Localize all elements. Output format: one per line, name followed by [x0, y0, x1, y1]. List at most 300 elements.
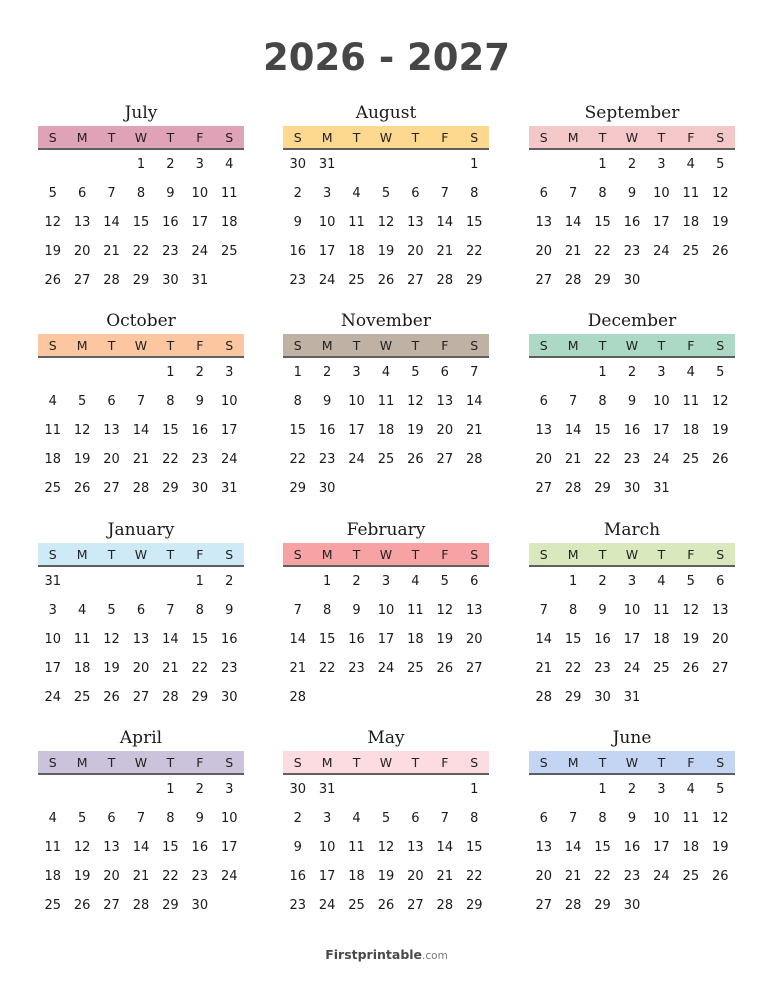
- day-cell: 27: [407, 898, 424, 913]
- weekday-label: S: [716, 338, 725, 353]
- day-cell: 17: [220, 840, 238, 855]
- day-cell: [126, 781, 155, 810]
- day-cell: 16: [623, 423, 641, 438]
- weekday-label: W: [379, 338, 393, 353]
- day-cell: [126, 573, 155, 602]
- day-cell: 27: [535, 898, 552, 913]
- day-cell: 16: [623, 215, 641, 230]
- weekday-header: [283, 543, 489, 567]
- day-cell: 9: [293, 840, 302, 855]
- day-cell: 27: [465, 661, 483, 676]
- day-cell: 7: [568, 186, 578, 201]
- day-cell: [558, 781, 587, 810]
- month-november: [283, 308, 489, 508]
- weekday-label: T: [107, 338, 116, 353]
- weekday-label: S: [716, 755, 725, 770]
- weekday-label: S: [716, 130, 725, 145]
- month-june: [529, 725, 735, 925]
- day-grid: [38, 781, 244, 926]
- day-cell: 26: [711, 244, 729, 259]
- day-cell: 16: [220, 632, 238, 647]
- day-cell: 20: [436, 423, 454, 438]
- day-cell: 2: [322, 365, 332, 380]
- day-cell: 20: [535, 244, 552, 259]
- day-cell: 3: [322, 186, 332, 201]
- weekday-label: S: [48, 130, 57, 145]
- day-cell: 4: [381, 365, 391, 380]
- day-cell: 5: [411, 365, 420, 380]
- day-cell: [430, 156, 459, 185]
- day-cell: 11: [407, 603, 424, 618]
- day-cell: 22: [465, 244, 483, 259]
- day-cell: 4: [352, 186, 361, 201]
- day-cell: 26: [73, 898, 91, 913]
- day-cell: 22: [594, 452, 611, 467]
- day-cell: 23: [623, 244, 641, 259]
- day-cell: [215, 897, 244, 926]
- day-cell: 5: [716, 157, 725, 172]
- day-cell: [342, 480, 371, 509]
- day-cell: 6: [470, 574, 479, 589]
- day-cell: 23: [623, 452, 641, 467]
- month-april: [38, 725, 244, 925]
- day-cell: 28: [535, 690, 552, 705]
- day-cell: 21: [564, 869, 582, 884]
- day-grid: [283, 781, 489, 926]
- month-name: June: [612, 728, 652, 748]
- day-cell: 30: [289, 157, 306, 172]
- day-cell: 10: [191, 186, 209, 201]
- day-cell: 1: [470, 782, 479, 797]
- day-cell: 22: [564, 661, 582, 676]
- day-cell: 13: [535, 840, 552, 855]
- day-cell: [401, 781, 430, 810]
- day-cell: 9: [166, 186, 175, 201]
- day-cell: 3: [657, 782, 666, 797]
- weekday-label: T: [598, 755, 607, 770]
- weekday-label: M: [567, 547, 579, 562]
- day-cell: 23: [289, 898, 306, 913]
- day-cell: 21: [564, 244, 582, 259]
- day-cell: 17: [653, 423, 670, 438]
- weekday-label: T: [411, 338, 420, 353]
- day-cell: 17: [377, 632, 395, 647]
- day-cell: 6: [136, 603, 146, 618]
- day-cell: 19: [711, 840, 729, 855]
- day-cell: [342, 156, 371, 185]
- day-cell: 4: [77, 603, 87, 618]
- day-cell: 28: [162, 690, 179, 705]
- day-cell: 20: [132, 661, 150, 676]
- weekday-label: F: [196, 755, 204, 770]
- day-cell: 18: [44, 869, 61, 884]
- day-cell: 14: [564, 215, 582, 230]
- day-cell: 26: [377, 898, 395, 913]
- day-cell: 4: [686, 782, 695, 797]
- weekday-header: [38, 126, 244, 150]
- weekday-label: T: [411, 755, 420, 770]
- day-cell: 8: [470, 186, 479, 201]
- day-cell: 18: [220, 215, 238, 230]
- day-cell: [529, 573, 558, 602]
- day-cell: 1: [293, 365, 302, 380]
- month-february: [283, 517, 489, 717]
- month-name: February: [346, 520, 426, 540]
- day-cell: 27: [711, 661, 729, 676]
- day-cell: 6: [539, 394, 548, 409]
- day-cell: 17: [220, 423, 238, 438]
- weekday-label: M: [567, 130, 579, 145]
- day-cell: 3: [627, 574, 637, 589]
- day-cell: 31: [44, 574, 61, 589]
- weekday-label: T: [352, 547, 361, 562]
- weekday-label: F: [196, 338, 204, 353]
- day-cell: 10: [653, 186, 670, 201]
- weekday-label: F: [441, 130, 449, 145]
- day-cell: 10: [44, 632, 61, 647]
- day-cell: [38, 364, 67, 393]
- month-august: [283, 100, 489, 300]
- day-cell: 6: [539, 811, 548, 826]
- day-cell: 16: [289, 869, 306, 884]
- day-cell: 16: [318, 423, 336, 438]
- weekday-label: S: [48, 755, 57, 770]
- weekday-label: S: [293, 547, 302, 562]
- day-cell: [97, 364, 126, 393]
- day-cell: [706, 689, 735, 718]
- day-cell: 30: [623, 898, 641, 913]
- day-cell: 21: [436, 244, 454, 259]
- day-cell: [371, 689, 400, 718]
- day-cell: 30: [318, 481, 336, 496]
- weekday-label: S: [539, 338, 548, 353]
- weekday-header: [529, 543, 735, 567]
- day-cell: 12: [377, 840, 395, 855]
- day-cell: 9: [598, 603, 607, 618]
- day-cell: 7: [136, 394, 146, 409]
- day-cell: 28: [564, 481, 582, 496]
- day-cell: 2: [627, 157, 637, 172]
- day-cell: 10: [220, 394, 238, 409]
- weekday-label: W: [625, 547, 639, 562]
- day-cell: 22: [594, 244, 611, 259]
- day-cell: 25: [682, 869, 700, 884]
- day-cell: 11: [653, 603, 670, 618]
- weekday-label: M: [76, 547, 88, 562]
- day-cell: 20: [407, 869, 424, 884]
- day-cell: 30: [594, 690, 611, 705]
- day-cell: 19: [407, 423, 424, 438]
- day-cell: 29: [191, 690, 209, 705]
- month-december: [529, 308, 735, 508]
- day-cell: 24: [220, 452, 238, 467]
- day-cell: 2: [293, 186, 302, 201]
- weekday-label: W: [134, 547, 148, 562]
- day-cell: 26: [44, 273, 61, 288]
- day-cell: [401, 689, 430, 718]
- weekday-header: [283, 126, 489, 150]
- weekday-label: F: [687, 755, 695, 770]
- day-cell: 22: [289, 452, 306, 467]
- day-cell: 26: [73, 481, 91, 496]
- day-cell: 25: [348, 273, 365, 288]
- day-cell: 9: [293, 215, 302, 230]
- day-grid: [283, 156, 489, 301]
- day-cell: 13: [465, 603, 483, 618]
- day-cell: 5: [48, 186, 57, 201]
- day-cell: 9: [322, 394, 332, 409]
- day-cell: 2: [352, 574, 361, 589]
- day-cell: 19: [682, 632, 700, 647]
- day-cell: [430, 480, 459, 509]
- day-cell: 30: [191, 481, 209, 496]
- day-cell: 12: [682, 603, 700, 618]
- day-cell: 24: [653, 244, 670, 259]
- weekday-label: S: [225, 338, 234, 353]
- day-cell: [676, 689, 705, 718]
- day-cell: 2: [195, 782, 204, 797]
- day-cell: [706, 480, 735, 509]
- day-cell: 29: [162, 481, 179, 496]
- day-cell: 16: [623, 840, 641, 855]
- day-cell: 24: [318, 273, 336, 288]
- day-cell: 23: [162, 244, 179, 259]
- day-cell: 18: [73, 661, 91, 676]
- day-cell: 3: [195, 157, 204, 172]
- weekday-label: W: [625, 338, 639, 353]
- day-cell: 31: [220, 481, 238, 496]
- day-cell: 19: [377, 869, 395, 884]
- day-cell: 19: [711, 215, 729, 230]
- day-cell: 20: [103, 452, 120, 467]
- day-cell: 3: [352, 365, 361, 380]
- day-cell: [97, 781, 126, 810]
- weekday-label: T: [107, 547, 116, 562]
- day-cell: 14: [535, 632, 552, 647]
- day-cell: 28: [436, 273, 454, 288]
- day-cell: 16: [191, 840, 209, 855]
- month-name: April: [119, 728, 163, 748]
- day-cell: 17: [653, 840, 670, 855]
- day-cell: 10: [377, 603, 395, 618]
- day-cell: 19: [377, 244, 395, 259]
- weekday-label: W: [134, 755, 148, 770]
- day-cell: 1: [598, 782, 607, 797]
- day-cell: 21: [564, 452, 582, 467]
- day-cell: 16: [348, 632, 365, 647]
- weekday-header: [38, 751, 244, 775]
- day-cell: 10: [318, 840, 336, 855]
- day-cell: 1: [598, 157, 607, 172]
- brand-tld: .com: [422, 950, 448, 962]
- day-cell: 20: [407, 244, 424, 259]
- day-cell: 4: [225, 157, 234, 172]
- weekday-label: S: [716, 547, 725, 562]
- day-cell: 18: [653, 632, 670, 647]
- day-cell: 11: [348, 215, 365, 230]
- day-cell: 9: [352, 603, 361, 618]
- weekday-label: T: [657, 755, 666, 770]
- day-cell: 14: [103, 215, 120, 230]
- day-cell: 21: [132, 869, 150, 884]
- day-cell: 1: [322, 574, 332, 589]
- day-cell: 23: [318, 452, 336, 467]
- day-cell: 20: [711, 632, 729, 647]
- day-cell: 16: [162, 215, 179, 230]
- day-cell: 6: [411, 186, 420, 201]
- day-cell: 24: [653, 452, 670, 467]
- day-cell: 15: [318, 632, 336, 647]
- day-cell: 24: [653, 869, 670, 884]
- day-cell: [558, 364, 587, 393]
- day-cell: 24: [220, 869, 238, 884]
- day-cell: 5: [77, 394, 87, 409]
- day-cell: 14: [564, 423, 582, 438]
- month-name: August: [355, 103, 417, 123]
- day-cell: [97, 573, 126, 602]
- day-cell: 11: [377, 394, 395, 409]
- day-cell: 28: [465, 452, 483, 467]
- day-cell: 15: [594, 215, 611, 230]
- day-cell: 31: [318, 782, 336, 797]
- weekday-label: W: [625, 130, 639, 145]
- day-grid: [38, 156, 244, 301]
- day-cell: 3: [381, 574, 391, 589]
- calendar-title: 2026 - 2027: [262, 36, 511, 79]
- day-cell: 12: [711, 394, 729, 409]
- day-cell: 29: [465, 273, 483, 288]
- day-cell: 7: [568, 811, 578, 826]
- month-july: [38, 100, 244, 300]
- day-cell: 27: [407, 273, 424, 288]
- day-cell: 5: [716, 365, 725, 380]
- weekday-label: W: [625, 755, 639, 770]
- day-cell: 15: [162, 840, 179, 855]
- day-cell: 1: [568, 574, 578, 589]
- day-cell: 17: [318, 244, 336, 259]
- day-cell: 9: [195, 811, 204, 826]
- weekday-label: M: [321, 338, 333, 353]
- day-cell: [312, 689, 341, 718]
- day-cell: 11: [220, 186, 238, 201]
- weekday-header: [38, 334, 244, 358]
- day-cell: 7: [440, 811, 449, 826]
- day-cell: 11: [348, 840, 365, 855]
- day-cell: 18: [407, 632, 424, 647]
- day-cell: 25: [377, 452, 395, 467]
- day-cell: 17: [318, 869, 336, 884]
- month-march: [529, 517, 735, 717]
- day-cell: 14: [436, 215, 454, 230]
- weekday-label: M: [76, 130, 88, 145]
- day-cell: 12: [711, 186, 729, 201]
- day-cell: 4: [657, 574, 666, 589]
- weekday-label: T: [166, 547, 175, 562]
- day-cell: 23: [623, 869, 641, 884]
- weekday-label: F: [687, 547, 695, 562]
- day-cell: 14: [132, 423, 150, 438]
- weekday-label: S: [225, 547, 234, 562]
- weekday-label: T: [107, 755, 116, 770]
- day-cell: 5: [77, 811, 87, 826]
- day-cell: 6: [539, 186, 548, 201]
- day-cell: [706, 272, 735, 301]
- day-cell: 24: [318, 898, 336, 913]
- day-cell: [67, 156, 96, 185]
- month-name: May: [367, 728, 405, 748]
- day-cell: 19: [436, 632, 454, 647]
- day-cell: 11: [73, 632, 91, 647]
- day-cell: [38, 781, 67, 810]
- day-cell: 29: [132, 273, 150, 288]
- day-cell: 25: [44, 481, 61, 496]
- day-cell: 7: [568, 394, 578, 409]
- day-cell: 19: [73, 869, 91, 884]
- day-cell: [342, 689, 371, 718]
- day-cell: 28: [289, 690, 306, 705]
- day-cell: 27: [103, 481, 120, 496]
- day-cell: 27: [535, 481, 552, 496]
- day-cell: 12: [73, 423, 91, 438]
- day-cell: [342, 781, 371, 810]
- day-cell: 28: [132, 481, 150, 496]
- footer-brand: [0, 947, 773, 962]
- weekday-label: M: [567, 755, 579, 770]
- day-cell: 12: [103, 632, 120, 647]
- day-cell: [97, 156, 126, 185]
- weekday-header: [283, 334, 489, 358]
- day-cell: 30: [289, 782, 306, 797]
- day-grid: [529, 573, 735, 718]
- day-cell: 13: [73, 215, 91, 230]
- day-cell: 15: [162, 423, 179, 438]
- day-cell: 14: [564, 840, 582, 855]
- weekday-label: F: [196, 547, 204, 562]
- weekday-label: W: [379, 755, 393, 770]
- day-cell: 13: [407, 215, 424, 230]
- weekday-label: M: [321, 755, 333, 770]
- day-cell: 29: [594, 898, 611, 913]
- day-cell: 15: [564, 632, 582, 647]
- day-cell: [371, 156, 400, 185]
- day-cell: 29: [564, 690, 582, 705]
- weekday-label: F: [687, 338, 695, 353]
- day-cell: 5: [381, 186, 391, 201]
- day-cell: 18: [682, 423, 700, 438]
- day-cell: 2: [293, 811, 302, 826]
- weekday-label: S: [539, 130, 548, 145]
- weekday-header: [529, 751, 735, 775]
- day-cell: 25: [348, 898, 365, 913]
- day-cell: 3: [322, 811, 332, 826]
- day-cell: 26: [682, 661, 700, 676]
- day-cell: 20: [465, 632, 483, 647]
- day-cell: 8: [136, 186, 146, 201]
- weekday-label: F: [441, 755, 449, 770]
- day-cell: 4: [686, 157, 695, 172]
- weekday-label: S: [470, 338, 479, 353]
- day-cell: 28: [132, 898, 150, 913]
- month-name: July: [124, 103, 158, 123]
- day-cell: 30: [623, 481, 641, 496]
- day-cell: 30: [162, 273, 179, 288]
- day-cell: 8: [598, 394, 607, 409]
- day-cell: 27: [103, 898, 120, 913]
- day-cell: 27: [73, 273, 91, 288]
- weekday-label: M: [76, 338, 88, 353]
- weekday-label: F: [441, 338, 449, 353]
- weekday-label: T: [598, 338, 607, 353]
